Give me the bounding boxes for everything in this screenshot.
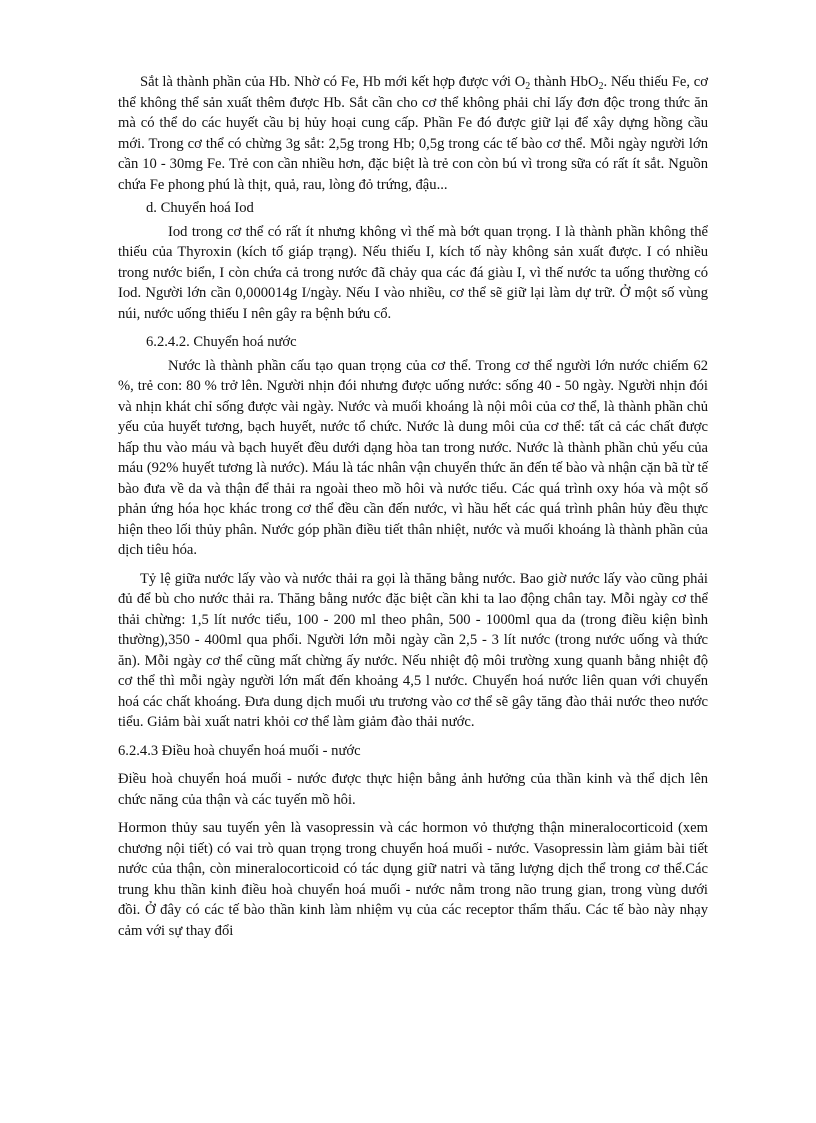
paragraph-regulation-1: Điều hoà chuyển hoá muối - nước được thực hiện bằng ảnh hưởng của thần kinh và thể dịch lên chức năng của thận và các tuyến mồ hôi. — [118, 771, 708, 808]
subscript: 2 — [525, 81, 531, 92]
heading-regulation: 6.2.4.3 Điều hoà chuyển hoá muối - nước — [118, 742, 361, 759]
paragraph-iron — [118, 72, 708, 195]
text-run: thành HbO — [530, 74, 599, 90]
heading-water-metabolism: 6.2.4.2. Chuyển hoá nước — [146, 334, 297, 350]
paragraph-iodine: Iod trong cơ thể có rất ít nhưng không vì thế mà bớt quan trọng. I là thành phần không thể thiếu của Thyroxin (kích tố giáp trạng). Nếu thiếu I, kích tố này không sản xuất được. I có nhiều trong nước biển, I còn chứa cả trong nước đã chảy qua các đá giàu I, vì thế nước ta uống thường có Iod. Người lớn cần 0,000014g I/ngày. Nếu I vào nhiều, cơ thể sẽ giữ lại làm dự trữ. Ở một số vùng núi, nước uống thiếu I nên gây ra bệnh bứu cổ. — [118, 223, 708, 322]
paragraph-water: Nước là thành phần cấu tạo quan trọng của cơ thể. Trong cơ thể người lớn nước chiếm 62 %, trẻ con: 80 % trở lên. Người nhịn đói nhưng được uống nước: sống 40 - 50 ngày. Người nhịn đói và nhịn khát chỉ sống được vài ngày. Nước và muối khoáng là nội môi của cơ thể, là thành phần chủ yếu của huyết tương, bạch huyết, nước tổ chức. Nước là dung môi của cơ thể: tất cả các chất được hấp thu vào máu và bạch huyết đều dưới dạng hòa tan trong nước. Nước là thành phần chủ yếu của máu (92% huyết tương là nước). Máu là tác nhân vận chuyển thức ăn đến tế bào và nhận cặn bã từ tế bào đưa về da và thận để thải ra ngoài theo mồ hôi và nước tiểu. Các quá trình oxy hóa và một số phản ứng hóa học khác trong cơ thể đều cần đến nước, vì hầu hết các quá trình phân hủy đều thực hiện theo lối thủy phân. Nước góp phần điều tiết thân nhiệt, nước và muối khoáng là thành phần của dịch tiêu hóa. — [118, 357, 708, 558]
document-page — [118, 72, 708, 941]
text-run: . Nếu thiếu Fe, cơ thể không thể sản xuất thêm được Hb. Sắt cần cho cơ thể không phải chỉ lấy đơn độc trong thức ăn mà có thể do các huyết cầu bị hủy hoại cung cấp. Phần Fe đó được giữ lại để xây dựng hồng cầu mới. Trong cơ thể có chừng 3g sắt: 2,5g trong Hb; 0,5g trong các tế bào cơ thể. Mỗi ngày người lớn cần 10 - 30mg Fe. Trẻ con cần nhiều hơn, đặc biệt là trẻ con còn bú vì trong sữa có rất ít sắt. Nguồn chứa Fe phong phú là thịt, quả, rau, lòng đỏ trứng, đậu... — [118, 74, 708, 193]
paragraph-water-balance: Tỷ lệ giữa nước lấy vào và nước thải ra gọi là thăng bằng nước. Bao giờ nước lấy vào cũng phải đủ để bù cho nước thải ra. Thăng bằng nước đặc biệt cần khi ta lao động chân tay. Mỗi ngày cơ thể thải chừng: 1,5 lít nước tiểu, 100 - 200 ml theo phân, 500 - 1000ml qua da (trong điều kiện bình thường),350 - 400ml qua phổi. Người lớn mỗi ngày cần 2,5 - 3 lít nước (trong nước uống và thức ăn). Mỗi ngày cơ thể cũng mất chừng ấy nước. Nếu nhiệt độ môi trường xung quanh bằng nhiệt độ cơ thể thì mỗi ngày người lớn mất đến khoảng 4,5 l nước. Chuyển hoá nước liên quan với chuyển hoá các chất khoáng. Đưa dung dịch muối ưu trương vào cơ thể sẽ gây tăng đào thải nước theo nước tiểu. Giảm bài xuất natri khỏi cơ thể làm giảm đào thải nước. — [118, 570, 708, 730]
paragraph-regulation-2: Hormon thủy sau tuyến yên là vasopressin và các hormon vỏ thượng thận mineralocorticoid (xem chương nội tiết) có vai trò quan trọng trong chuyển hoá muối - nước. Vasopressin làm giảm bài tiết nước của thận, còn mineralocorticoid có tác dụng giữ natri và tăng lượng dịch thể trong cơ thể.Các trung khu thần kinh điều hoà chuyển hoá muối - nước nằm trong não trung gian, trong vùng dưới đồi. Ở đây có các tế bào thần kinh làm nhiệm vụ của các receptor thẩm thấu. Các tế bào này nhạy cảm với sự thay đổi — [118, 820, 708, 939]
subscript: 2 — [598, 81, 604, 92]
heading-iodine: d. Chuyển hoá Iod — [146, 200, 254, 216]
text-run: Sắt là thành phần của Hb. Nhờ có Fe, Hb mới kết hợp được với O — [140, 74, 526, 90]
